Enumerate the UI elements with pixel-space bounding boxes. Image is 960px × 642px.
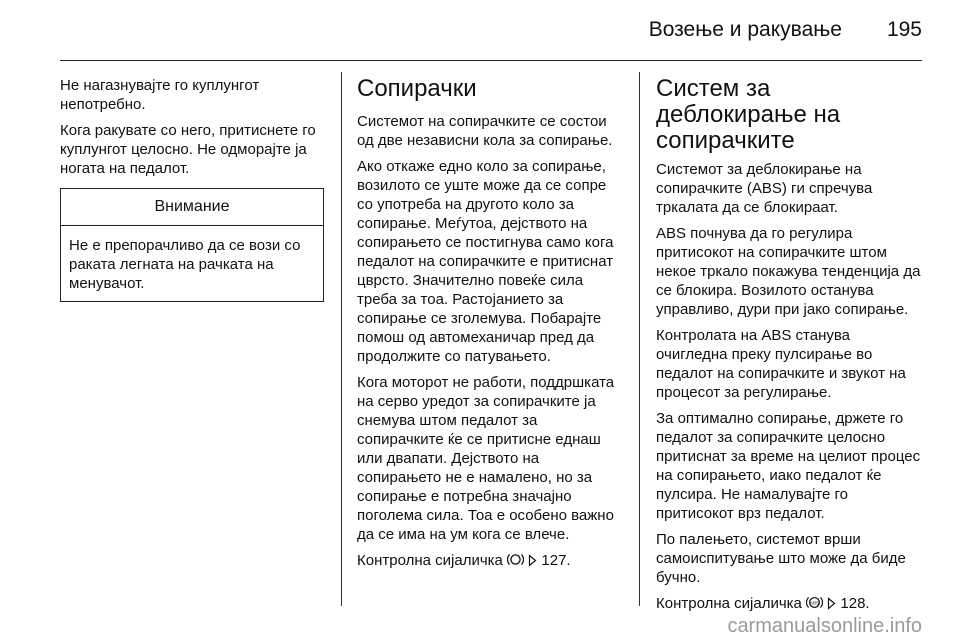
paragraph: Ако откаже едно коло за сопирање, возилото се уште може да се сопре со употреба на другото коло за сопирање. Меѓутоа, дејството на сопирањето се постигнува само кога педалот на сопирачките е притиснат цврсто. Значително повеќе сила треба за тоа. Растојанието за сопирање се зголемува. Побарајте помош од автомеханичар пред да продолжите со патувањето. xyxy=(357,158,614,365)
svg-text:ABS: ABS xyxy=(809,600,820,606)
section-heading: Сопирачки xyxy=(357,75,477,102)
column-1 xyxy=(60,76,324,302)
column-3 xyxy=(656,76,922,622)
reference-page: 127. xyxy=(541,552,571,569)
cross-reference xyxy=(656,594,922,615)
header-title: Возење и ракување xyxy=(648,18,842,41)
section-heading: Систем за деблокирање на сопирачките xyxy=(656,75,841,154)
column-divider xyxy=(341,72,342,606)
warning-title: Внимание xyxy=(61,189,323,226)
column-divider xyxy=(639,72,640,606)
page-reference-arrow-icon xyxy=(528,553,537,572)
column-2 xyxy=(357,76,625,579)
page-header xyxy=(0,0,960,62)
paragraph: Системот на сопирачките се состои од две независни кола за сопирање. xyxy=(357,113,613,149)
header-rule xyxy=(60,60,922,61)
page-reference-arrow-icon xyxy=(827,596,836,615)
brake-warning-lamp-icon xyxy=(507,552,524,572)
reference-label: Контролна сијаличка xyxy=(656,595,802,612)
paragraph: За оптимално сопирање, држете го педалот за сопирачките целосно притиснат за време на целиот процес на сопирањето, иако педалот ќе пулсира. Не намалувајте го притисокот врз педалот. xyxy=(656,410,921,522)
watermark: carmanualsonline.info xyxy=(727,615,922,637)
reference-label: Контролна сијаличка xyxy=(357,552,503,569)
paragraph: Системот за деблокирање на сопирачките (ABS) ги спречува тркалата да се блокираат. xyxy=(656,161,873,216)
cross-reference xyxy=(357,551,625,572)
page-number: 195 xyxy=(886,18,922,41)
paragraph: По палењето, системот врши самоиспитување што може да биде бучно. xyxy=(656,531,906,586)
paragraph: Не нагазнувајте го куплунгот непотребно. xyxy=(60,77,260,113)
warning-text: Не е препорачливо да се вози со раката легната на рачката на менувачот. xyxy=(69,237,301,292)
paragraph: ABS почнува да го регулира притисокот на сопирачките штом некое тркало покажува тенденција да се блокира. Возилото останува управливо, дури при јако сопирање. xyxy=(656,225,921,318)
paragraph: Кога моторот не работи, поддршката на серво уредот за сопирачките ја снемува штом педалот за сопирачките ќе се притисне еднаш или двапати. Дејството на сопирањето не е намалено, но за сопирање е потребна значајно поголема сила. Тоа е особено важно да се има на ум кога се влече. xyxy=(357,374,615,543)
warning-box xyxy=(60,188,324,302)
paragraph: Кога ракувате со него, притиснете го куплунгот целосно. Не одморајте ја ногата на педалот. xyxy=(60,122,316,177)
paragraph: Контролата на ABS станува очигледна преку пулсирање во педалот на сопирачките и звукот на процесот за регулирање. xyxy=(656,327,906,401)
reference-page: 128. xyxy=(840,595,870,612)
abs-warning-lamp-icon xyxy=(806,595,823,615)
